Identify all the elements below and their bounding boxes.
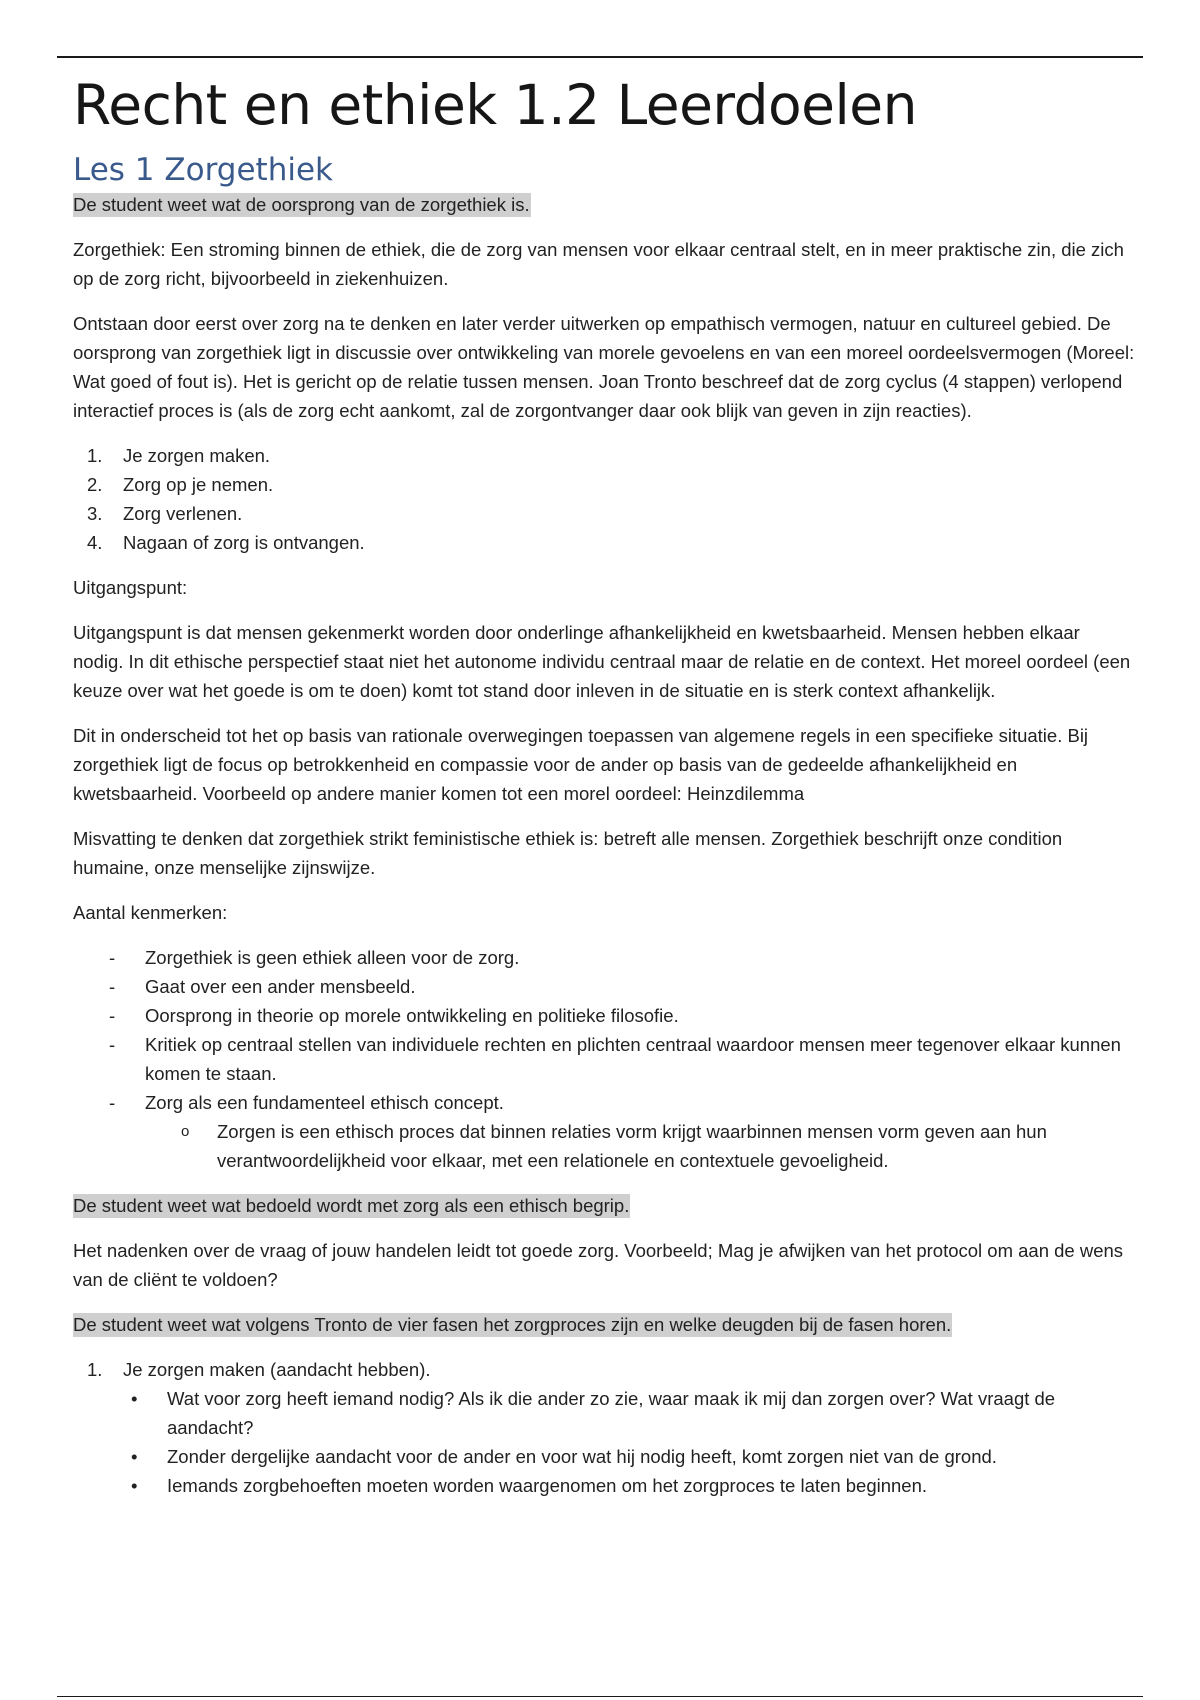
list-item: - Zorgethiek is geen ethiek alleen voor de zorg. — [73, 943, 1135, 972]
tronto-phases-list — [73, 1355, 1135, 1500]
dash-bullet: - — [109, 1005, 116, 1026]
dot-bullet: • — [131, 1446, 138, 1467]
paragraph-distinction: Dit in onderscheid tot het op basis van rationale overwegingen toepassen van algemene regels in een specifieke situatie. Bij zorgethiek ligt de focus op betrokkenheid en compassie voor de ander op basis van de gedeelde afhankelijkheid en kwetsbaarheid. Voorbeeld op andere manier komen tot een morel oordeel: Heinzdilemma — [73, 725, 1089, 804]
list-item: • Iemands zorgbehoeften moeten worden waargenomen om het zorgproces te laten beginnen. — [123, 1471, 1135, 1500]
list-item: 4. Nagaan of zorg is ontvangen. — [87, 532, 365, 553]
kenmerken-list — [73, 943, 1135, 1175]
dash-bullet: - — [109, 1034, 116, 1055]
paragraph-origin: Ontstaan door eerst over zorg na te denken en later verder uitwerken op empathisch vermogen, natuur en cultureel gebied. De oorsprong van zorgethiek ligt in discussie over ontwikkeling van morele gevoelens en van een moreel oordeelsvermogen (Moreel: Wat goed of fout is). Het is gericht op de relatie tussen mensen. Joan Tronto beschreef dat de zorg cyclus (4 stappen) verlopend interactief proces is (als de zorg echt aankomt, zal de zorgontvanger daar ook blijk van geven in zijn reacties). — [73, 313, 1135, 421]
document-title: Recht en ethiek 1.2 Leerdoelen — [73, 73, 917, 137]
care-cycle-list — [73, 441, 1135, 557]
list-item: 1. Je zorgen maken. — [87, 445, 271, 466]
dash-bullet: - — [109, 976, 116, 997]
list-item: - Kritiek op centraal stellen van individuele rechten en plichten centraal waardoor mensen meer tegenover elkaar kunnen komen te staan. — [73, 1030, 1135, 1088]
top-rule — [57, 56, 1143, 58]
learning-goal-3 — [73, 1310, 1135, 1339]
list-item: - Gaat over een ander mensbeeld. — [73, 972, 1135, 1001]
kenmerken-label: Aantal kenmerken: — [73, 902, 228, 923]
goal-highlight: De student weet wat de oorsprong van de zorgethiek is. — [73, 194, 530, 215]
dash-bullet: - — [109, 1092, 116, 1113]
list-item: o Zorgen is een ethisch proces dat binnen relaties vorm krijgt waarbinnen mensen vorm geven aan hun verantwoordelijkheid voor elkaar, met een relationele en contextuele gevoeligheid. — [145, 1117, 1135, 1175]
learning-goal-2 — [73, 1191, 1135, 1220]
list-item: 2. Zorg op je nemen. — [87, 474, 274, 495]
paragraph-definition: Zorgethiek: Een stroming binnen de ethiek, die de zorg van mensen voor elkaar centraal stelt, en in meer praktische zin, die zich op de zorg richt, bijvoorbeeld in ziekenhuizen. — [73, 239, 1124, 289]
paragraph-uitgangspunt: Uitgangspunt is dat mensen gekenmerkt worden door onderlinge afhankelijkheid en kwetsbaarheid. Mensen hebben elkaar nodig. In dit ethische perspectief staat niet het autonome individu centraal maar de relatie en de context. Het moreel oordeel (een keuze over wat het goede is om te doen) komt tot stand door inleven in de situatie en is sterk context afhankelijk. — [73, 622, 1131, 701]
dot-bullet: • — [131, 1475, 138, 1496]
dot-bullet: • — [131, 1388, 138, 1409]
lesson-heading: Les 1 Zorgethiek — [73, 152, 333, 188]
list-item: 1. Je zorgen maken (aandacht hebben). • Wat voor zorg heeft iemand nodig? Als ik die ander zo zie, waar maak ik mij dan zorgen over? Wat vraagt de aandacht? • Zonder dergelijke aandacht voor de ander en voor wat hij nodig heeft, komt zorgen niet van de grond. • Iemands zorgbehoeften moeten worden waargenomen om het zorgproces te laten beginnen. — [73, 1355, 1135, 1500]
paragraph-ethical-concept: Het nadenken over de vraag of jouw handelen leidt tot goede zorg. Voorbeeld; Mag je afwijken van het protocol om aan de wens van de cliënt te voldoen? — [73, 1240, 1124, 1290]
goal-highlight: De student weet wat volgens Tronto de vier fasen het zorgproces zijn en welke deugden bij de fasen horen. — [73, 1314, 952, 1335]
list-item: • Wat voor zorg heeft iemand nodig? Als ik die ander zo zie, waar maak ik mij dan zorgen over? Wat vraagt de aandacht? — [123, 1384, 1135, 1442]
list-item: - Zorg als een fundamenteel ethisch concept. o Zorgen is een ethisch proces dat binnen relaties vorm krijgt waarbinnen mensen vorm geven aan hun verantwoordelijkheid voor elkaar, met een relationele en contextuele gevoeligheid. — [73, 1088, 1135, 1175]
list-item: 3. Zorg verlenen. — [87, 503, 243, 524]
goal-highlight: De student weet wat bedoeld wordt met zorg als een ethisch begrip. — [73, 1195, 630, 1216]
phase-bullets — [123, 1384, 1135, 1500]
list-item: • Zonder dergelijke aandacht voor de ander en voor wat hij nodig heeft, komt zorgen niet van de grond. — [123, 1442, 1135, 1471]
circle-bullet: o — [181, 1123, 190, 1140]
document-page — [73, 68, 1135, 1516]
kenmerken-sublist — [145, 1117, 1135, 1175]
bottom-rule — [57, 1696, 1143, 1697]
dash-bullet: - — [109, 947, 116, 968]
paragraph-misconception: Misvatting te denken dat zorgethiek strikt feministische ethiek is: betreft alle mensen. Zorgethiek beschrijft onze condition humaine, onze menselijke zijnswijze. — [73, 828, 1063, 878]
learning-goal-1 — [73, 190, 1135, 219]
list-item: - Oorsprong in theorie op morele ontwikkeling en politieke filosofie. — [73, 1001, 1135, 1030]
uitgangspunt-label: Uitgangspunt: — [73, 577, 188, 598]
